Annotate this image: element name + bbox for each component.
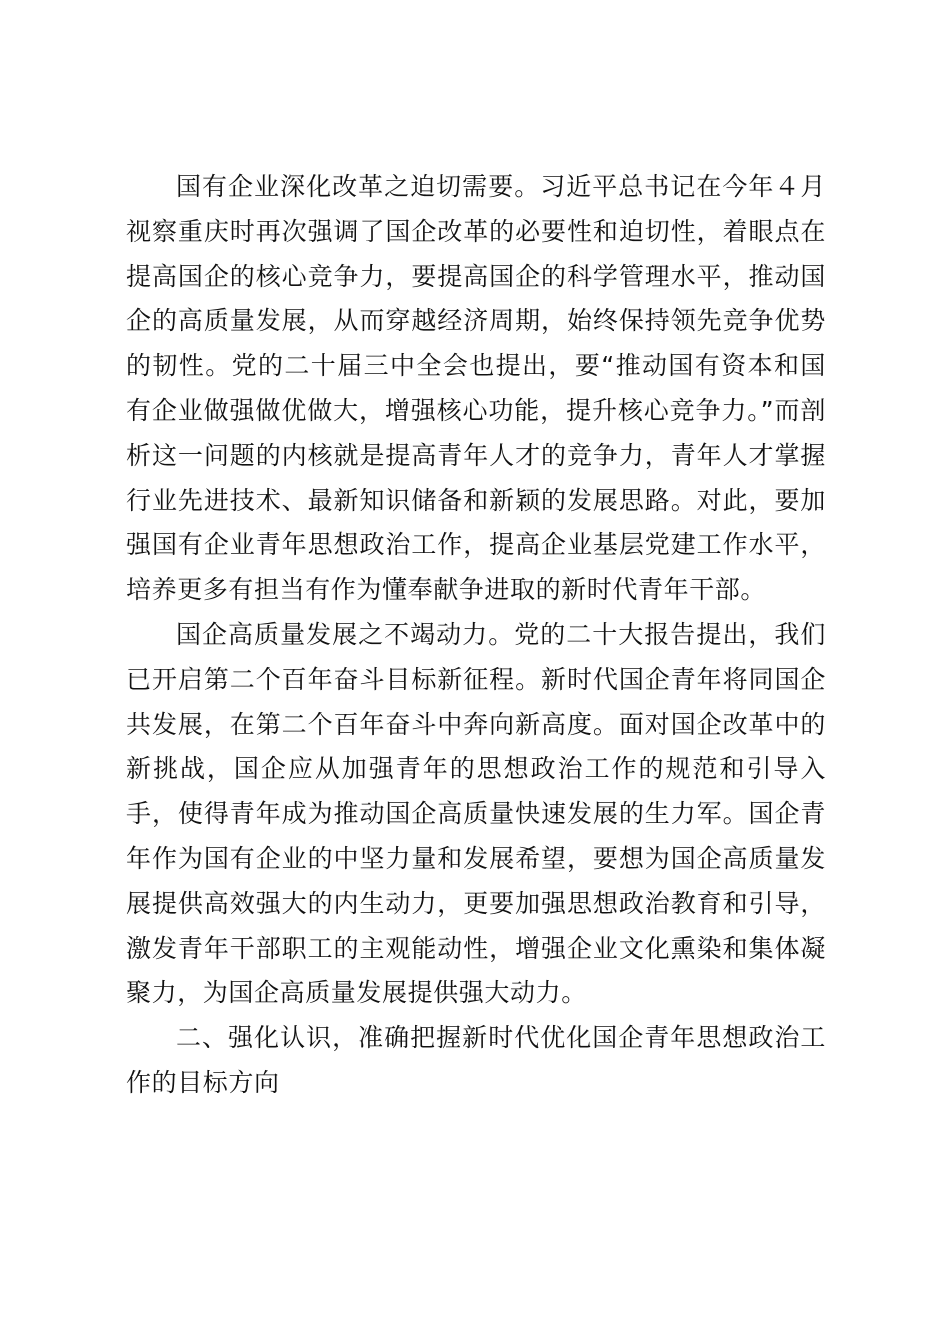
paragraph-reform-need: 国有企业深化改革之迫切需要。习近平总书记在今年４月视察重庆时再次强调了国企改革的必要性和迫切性，着眼点在提高国企的核心竞争力，要提高国企的科学管理水平，推动国企的高质量发展，从而穿越经济周期，始终保持领先竞争优势的韧性。党的二十届三中全会也提出，要“推动国有资本和国有企业做强做优做大，增强核心功能，提升核心竞争力。”而剖析这一问题的内核就是提高青年人才的竞争力，青年人才掌握行业先进技术、最新知识储备和新颖的发展思路。对此，要加强国有企业青年思想政治工作，提高企业基层党建工作水平，培养更多有担当有作为懂奉献争进取的新时代青年干部。 [126, 172, 826, 605]
section-heading: 二、强化认识，准确把握新时代优化国企青年思想政治工作的目标方向 [126, 1023, 826, 1097]
document-body [126, 165, 826, 1106]
paragraph-development-driver: 国企高质量发展之不竭动力。党的二十大报告提出，我们已开启第二个百年奋斗目标新征程。新时代国企青年将同国企共发展，在第二个百年奋斗中奔向新高度。面对国企改革中的新挑战，国企应从加强青年的思想政治工作的规范和引导入手，使得青年成为推动国企高质量快速发展的生力军。国企青年作为国有企业的中坚力量和发展希望，要想为国企高质量发展提供高效强大的内生动力，更要加强思想政治教育和引导，激发青年干部职工的主观能动性，增强企业文化熏染和集体凝聚力，为国企高质量发展提供强大动力。 [126, 619, 826, 1008]
